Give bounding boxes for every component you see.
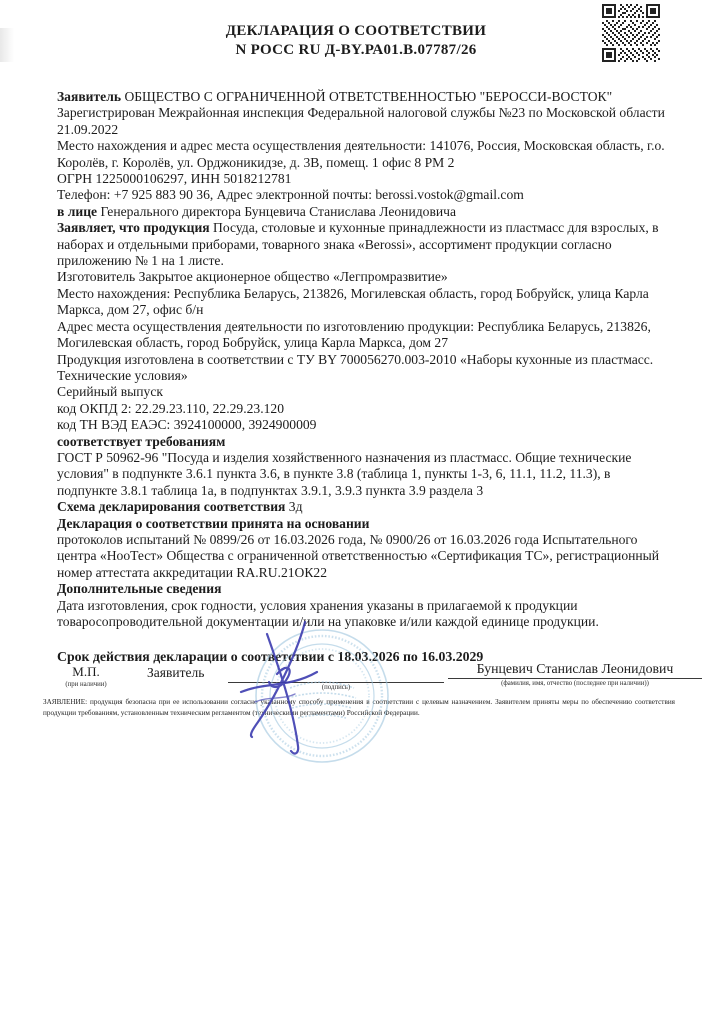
- document-paragraph: [57, 138, 672, 171]
- document-paragraph: [57, 401, 672, 417]
- paragraph-bold-lead: Заявляет, что продукция: [57, 220, 210, 236]
- paragraph-text: ОБЩЕСТВО С ОГРАНИЧЕННОЙ ОТВЕТСТВЕННОСТЬЮ "БЕРОССИ-ВОСТОК": [124, 89, 613, 104]
- document-paragraph: [57, 204, 672, 220]
- signatory-name: Бунцевич Станислав Леонидович: [448, 661, 702, 679]
- document-paragraph: [57, 187, 672, 203]
- paragraph-bold-lead: соответствует требованиям: [57, 433, 226, 449]
- document-paragraph: [57, 450, 672, 499]
- document-title-line1: ДЕКЛАРАЦИЯ О СООТВЕТСТВИИ: [225, 23, 487, 39]
- paragraph-text: Место нахождения: Республика Беларусь, 213826, Могилевская область, город Бобруйск, улица Карла Маркса, дом 27, офис б/н: [57, 285, 649, 318]
- paragraph-text: код ОКПД 2: 22.29.23.110, 22.29.23.120: [57, 400, 285, 416]
- paragraph-text: Место нахождения и адрес места осуществления деятельности: 141076, Россия, Московская область, г.о. Королёв, г. Королёв, ул. Орджоникидзе, д. 3В, помещ. 1 офис 8 РМ 2: [57, 138, 665, 170]
- document-paragraph: [57, 286, 672, 319]
- signature-note: (подпись): [321, 684, 351, 691]
- signatory-name-note: (фамилия, имя, отчество (последнее при наличии)): [501, 680, 649, 687]
- document-paragraph: [57, 532, 672, 581]
- document-number: N РОСС RU Д-BY.РА01.В.07787/26: [235, 42, 477, 58]
- document-paragraph: [57, 220, 672, 269]
- mp-note: (при наличии): [65, 681, 107, 688]
- paragraph-text: ОГРН 1225000106297, ИНН 5018212781: [57, 171, 292, 187]
- paragraph-text: Изготовитель Закрытое акционерное общество «Легпромразвитие»: [57, 269, 448, 285]
- signatory-name-block: [448, 661, 702, 688]
- document-paragraph: [57, 434, 672, 450]
- paragraph-text: Генерального директора Бунцевича Станислава Леонидовича: [100, 203, 457, 219]
- document-paragraph: [57, 352, 672, 385]
- paragraph-text: ГОСТ Р 50962-96 "Посуда и изделия хозяйственного назначения из пластмасс. Общие технические условия" в подпункте 3.6.1 пункта 3.6, в пункте 3.8 (таблица 1, пункты 1-3, 6, 11.1, 11.2, 11.3), в подпункте 3.8.1 таблица 1а, в подпунктах 3.9.1, 3.9.3 пункта 3.9 раздела 3: [57, 449, 632, 498]
- safety-statement: ЗАЯВЛЕНИЕ: продукция безопасна при ее использовании согласно указанному способу применения в соответствии с целевым назначением. Заявителем приняты меры по обеспечению соответствия продукции требованиям, установленным техническим регламентом (техническими регламентами) Российской Федерации.: [43, 698, 675, 717]
- paragraph-bold-lead: Заявитель: [57, 89, 122, 104]
- paragraph-bold-lead: в лице: [57, 203, 98, 219]
- document-paragraph: [57, 581, 672, 597]
- paragraph-text: Зарегистрирован Межрайонная инспекция Федеральной налоговой службы №23 по Московской области 21.09.2022: [57, 105, 665, 137]
- document-body: [57, 89, 672, 630]
- paragraph-text: код ТН ВЭД ЕАЭС: 3924100000, 3924900009: [57, 417, 317, 433]
- paragraph-bold-lead: Схема декларирования соответствия: [57, 499, 286, 515]
- document-paragraph: [57, 516, 672, 532]
- document-paragraph: [57, 319, 672, 352]
- paragraph-text: 3д: [288, 499, 303, 515]
- paragraph-bold-lead: Дополнительные сведения: [57, 581, 222, 597]
- paragraph-text: Адрес места осуществления деятельности по изготовлению продукции: Республика Беларусь, 213826, Могилевская область, город Бобруйск, улица Карла Маркса, дом 27: [57, 318, 651, 351]
- document-paragraph: [57, 384, 672, 400]
- paragraph-text: Серийный выпуск: [57, 384, 163, 400]
- document-paragraph: [57, 105, 672, 138]
- stamp-placeholder-label: [60, 664, 112, 689]
- document-paragraph: [57, 269, 672, 285]
- paragraph-text: Продукция изготовлена в соответствии с ТУ BY 700056270.003-2010 «Наборы кухонные из пластмасс. Технические условия»: [57, 351, 654, 383]
- paragraph-text: протоколов испытаний № 0899/26 от 16.03.2026 года, № 0900/26 от 16.03.2026 года Испытательного центра «НооТест» Общества с ограниченной ответственностью «Сертификация ТС», регистрационный номер аттестата аккредитации RA.RU.21ОК22: [57, 531, 660, 580]
- handwritten-signature: [225, 606, 350, 766]
- paragraph-bold-lead: Декларация о соответствии принята на основании: [57, 515, 370, 531]
- document-paragraph: [57, 417, 672, 433]
- paragraph-text: Посуда, столовые и кухонные принадлежности из пластмасс для взрослых, в наборах и отдельными приборами, товарного знака «Berossi», ассортимент продукции согласно приложению № 1 на 1 листе.: [57, 220, 659, 269]
- qr-code-icon: [599, 4, 663, 62]
- document-paragraph: [57, 499, 672, 515]
- paragraph-text: Дата изготовления, срок годности, условия хранения указаны в прилагаемой к продукции товаросопроводительной документации и/или на упаковке и/или каждой единице продукции.: [57, 597, 599, 629]
- applicant-label: Заявитель: [147, 665, 205, 680]
- paragraph-text: Телефон: +7 925 883 90 36, Адрес электронной почты: berossi.vostok@gmail.com: [57, 187, 524, 203]
- mp-label: М.П.: [72, 664, 100, 679]
- validity-period-line: Срок действия декларации о соответствии с 18.03.2026 по 16.03.2029: [57, 649, 484, 664]
- document-paragraph: [57, 171, 672, 187]
- document-paragraph: [57, 89, 672, 105]
